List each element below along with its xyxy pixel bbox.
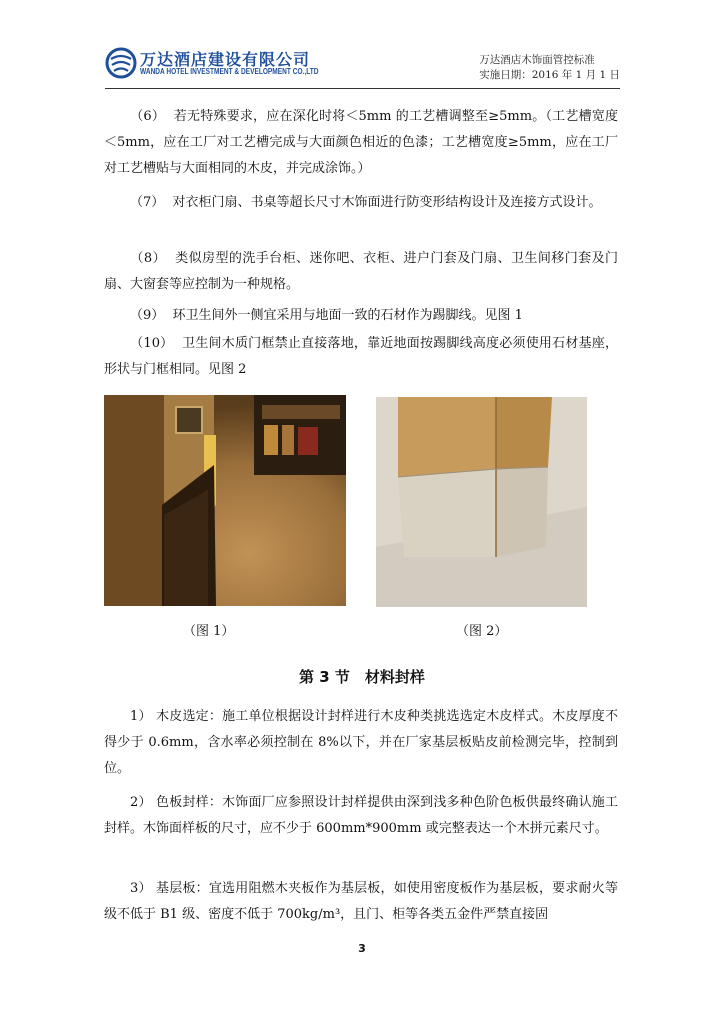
item-text: 对衣柜门扇、书桌等超长尺寸木饰面进行防变形结构设计及连接方式设计。 <box>172 195 602 210</box>
rule-2 <box>104 790 618 842</box>
figure-1-photo <box>104 395 346 606</box>
rule-number: 2） <box>130 795 152 810</box>
item-text: 类似房型的洗手台柜、迷你吧、衣柜、进户门套及门扇、卫生间移门套及门扇、大窗套等应控制为一种规格。 <box>104 251 618 292</box>
figure-2-photo <box>376 397 587 607</box>
rule-1 <box>104 704 618 782</box>
item-10 <box>104 331 618 383</box>
item-number: （7） <box>130 195 165 210</box>
item-text: 环卫生间外一侧宜采用与地面一致的石材作为踢脚线。见图 1 <box>172 308 523 323</box>
item-9 <box>104 303 618 329</box>
rule-number: 3） <box>130 881 152 896</box>
header-divider <box>105 88 620 89</box>
item-8 <box>104 246 618 298</box>
rule-number: 1） <box>130 709 152 724</box>
page-header <box>105 45 620 87</box>
page-number: 3 <box>358 942 366 955</box>
header-info <box>479 53 620 83</box>
figure-1-caption: （图 1） <box>183 624 235 639</box>
doc-title: 万达酒店木饰面管控标准 <box>479 54 595 66</box>
company-name-cn: 万达酒店建设有限公司 <box>140 50 311 69</box>
item-number: （8） <box>130 251 167 266</box>
item-6 <box>104 104 618 182</box>
figure-2-caption: （图 2） <box>456 624 508 639</box>
item-number: （10） <box>130 336 174 351</box>
wanda-logo-icon <box>105 47 137 79</box>
effective-date: 实施日期：2016 年 1 月 1 日 <box>479 69 620 81</box>
item-7 <box>104 190 618 216</box>
rule-text: 木皮选定：施工单位根据设计封样进行木皮种类挑选选定木皮样式。木皮厚度不得少于 0.6mm，含水率必须控制在 8%以下，并在厂家基层板贴皮前检测完毕，控制到位。 <box>104 709 618 776</box>
rule-text: 基层板：宜选用阻燃木夹板作为基层板，如使用密度板作为基层板，要求耐火等级不低于 B1 级、密度不低于 700kg/m³，且门、柜等各类五金件严禁直接固 <box>104 881 618 922</box>
company-name-en: WANDA HOTEL INVESTMENT & DEVELOPMENT CO.,LTD <box>140 67 319 76</box>
section-title: 第 3 节 材料封样 <box>299 668 425 686</box>
item-text: 卫生间木质门框禁止直接落地，靠近地面按踢脚线高度必须使用石材基座，形状与门框相同。见图 2 <box>104 336 618 377</box>
item-number: （9） <box>130 308 165 323</box>
rule-3 <box>104 876 618 928</box>
item-text: 若无特殊要求，应在深化时将＜5mm 的工艺槽调整至≥5mm。（工艺槽宽度＜5mm，应在工厂对工艺槽完成与大面颜色相近的色漆；工艺槽宽度≥5mm，应在工厂对工艺槽贴与大面相同的木皮，并完成涂饰。） <box>104 109 618 176</box>
rule-text: 色板封样：木饰面厂应参照设计封样提供由深到浅多种色阶色板供最终确认施工封样。木饰面样板的尺寸，应不少于 600mm*900mm 或完整表达一个木拼元素尺寸。 <box>104 795 618 836</box>
item-number: （6） <box>130 109 166 124</box>
